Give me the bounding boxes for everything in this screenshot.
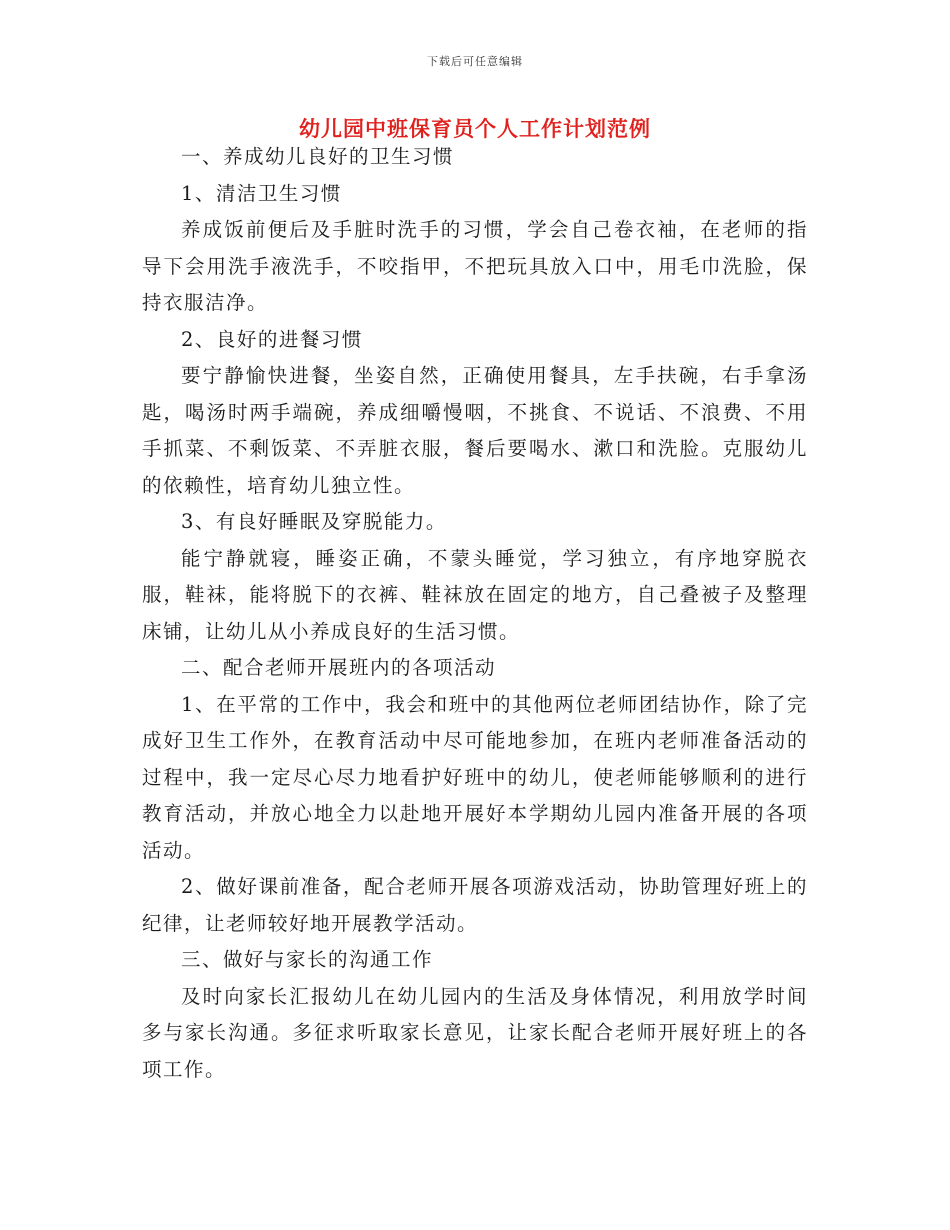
- subheading-1-3: 3、有良好睡眠及穿脱能力。: [181, 510, 447, 533]
- paragraph: 养成饭前便后及手脏时洗手的习惯，学会自己卷衣袖，在老师的指导下会用洗手液洗手，不咬指甲，不把玩具放入口中，用毛巾洗脸，保持衣服洁净。: [142, 218, 808, 314]
- subheading-1-1: 1、清洁卫生习惯: [181, 181, 342, 205]
- paragraph: 及时向家长汇报幼儿在幼儿园内的生活及身体情况，利用放学时间多与家长沟通。多征求听取家长意见，让家长配合老师开展好班上的各项工作。: [142, 984, 808, 1081]
- section-heading-1: 一、养成幼儿良好的卫生习惯: [181, 145, 455, 168]
- header-note: 下载后可任意编辑: [427, 55, 523, 68]
- paragraph: 要宁静愉快进餐，坐姿自然，正确使用餐具，左手扶碗，右手拿汤匙，喝汤时两手端碗，养成细嚼慢咽，不挑食、不说话、不浪费、不用手抓菜、不剩饭菜、不弄脏衣服，餐后要喝水、漱口和洗脸。克服幼儿的依赖性，培育幼儿独立性。: [142, 364, 808, 497]
- paragraph: 1、在平常的工作中，我会和班中的其他两位老师团结协作，除了完成好卫生工作外，在教育活动中尽可能地参加，在班内老师准备活动的过程中，我一定尽心尽力地看护好班中的幼儿，使老师能够顺利的进行教育活动，并放心地全力以赴地开展好本学期幼儿园内准备开展的各项活动。: [142, 692, 808, 862]
- paragraph: 2、做好课前准备，配合老师开展各项游戏活动，协助管理好班上的纪律，让老师较好地开展教学活动。: [142, 875, 808, 935]
- paragraph: 能宁静就寝，睡姿正确，不蒙头睡觉，学习独立，有序地穿脱衣服，鞋袜，能将脱下的衣裤、鞋袜放在固定的地方，自己叠被子及整理床铺，让幼儿从小养成良好的生活习惯。: [142, 546, 808, 643]
- document-title: 幼儿园中班保育员个人工作计划范例: [299, 117, 651, 141]
- subheading-1-2: 2、良好的进餐习惯: [181, 327, 363, 351]
- section-heading-2: 二、配合老师开展班内的各项活动: [181, 656, 497, 679]
- document-body: [142, 139, 808, 1088]
- section-heading-3: 三、做好与家长的沟通工作: [181, 948, 434, 971]
